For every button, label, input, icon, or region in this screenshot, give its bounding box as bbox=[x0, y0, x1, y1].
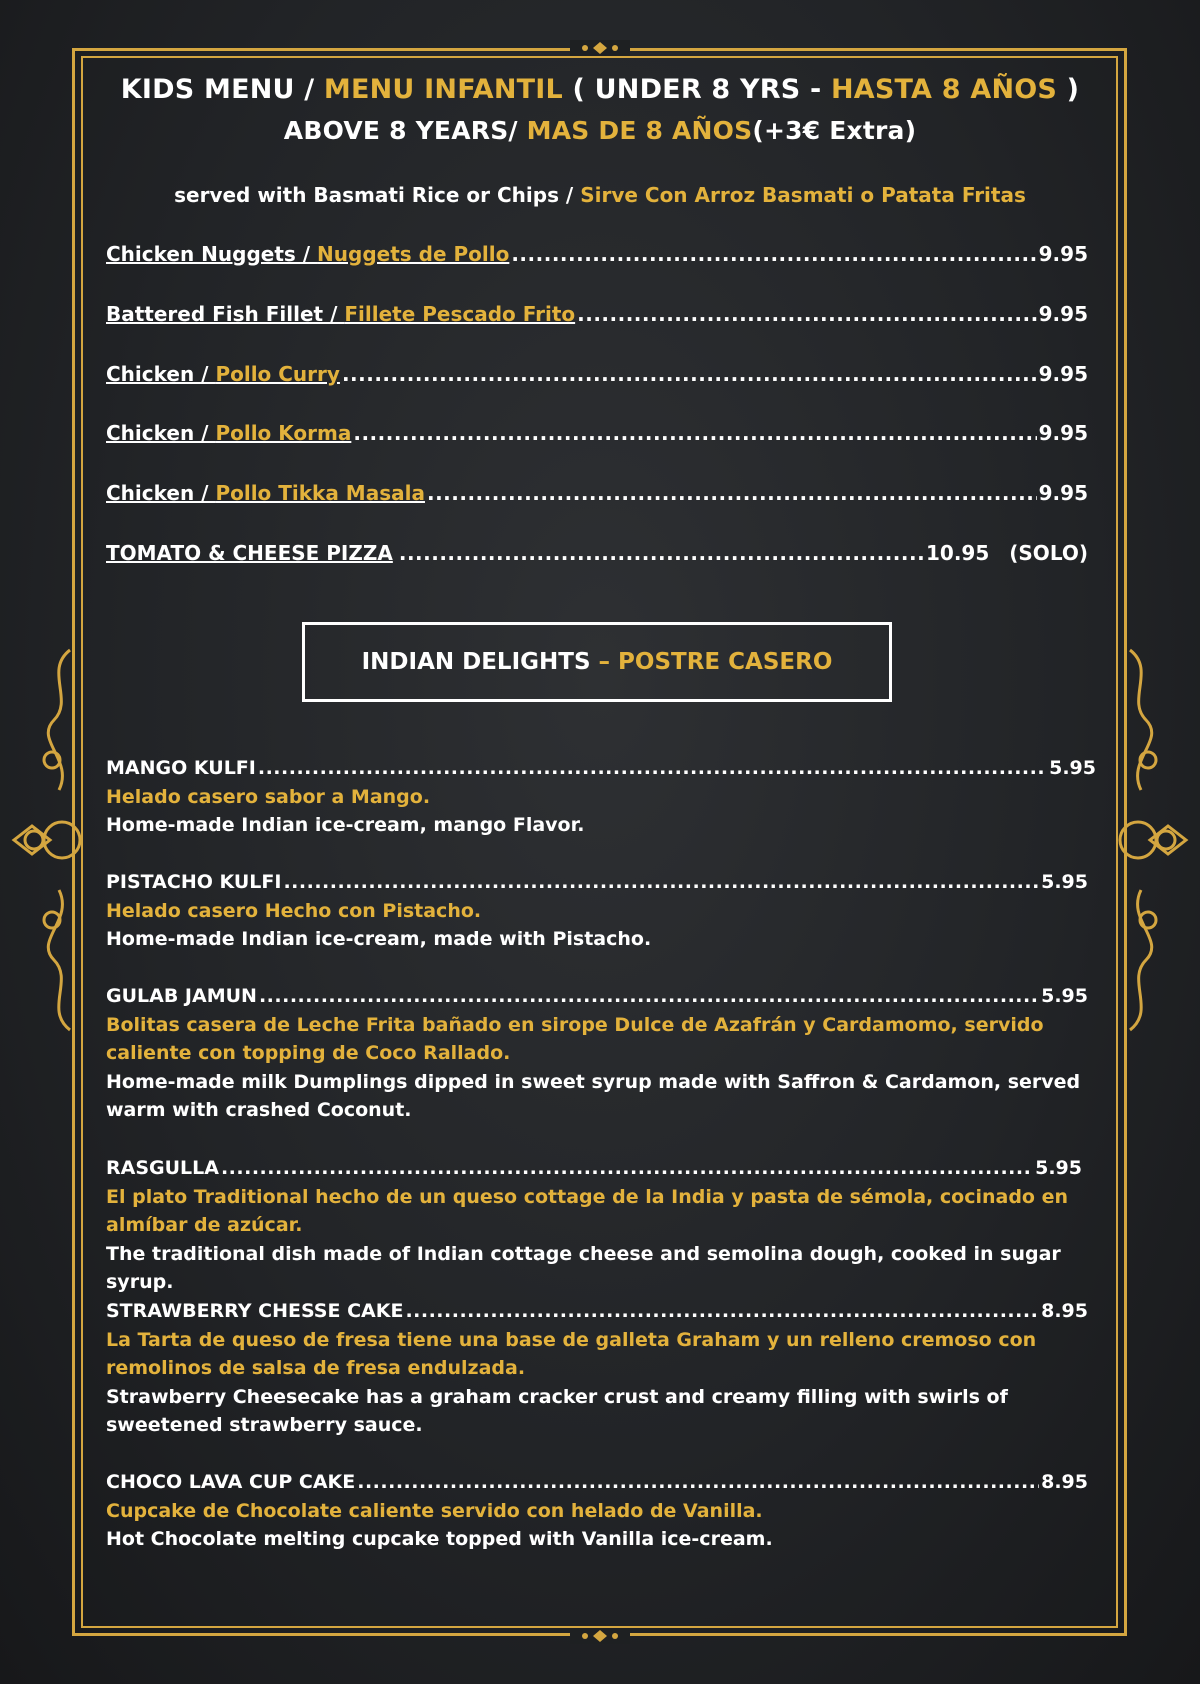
dessert-name: CHOCO LAVA CUP CAKE bbox=[106, 1471, 356, 1493]
item-price: 10.95 bbox=[926, 541, 990, 565]
dessert-name: STRAWBERRY CHESSE CAKE bbox=[106, 1300, 404, 1322]
dot-leader bbox=[399, 541, 924, 565]
served-es: Sirve Con Arroz Basmati o Patata Fritas bbox=[580, 183, 1026, 207]
menu-item bbox=[106, 242, 1088, 266]
item-price: 9.95 bbox=[1038, 362, 1088, 386]
item-name: Chicken Nuggets / Nuggets de Pollo bbox=[106, 242, 510, 266]
dessert-item bbox=[106, 982, 1088, 1125]
bottom-ornament-icon bbox=[570, 1628, 630, 1644]
dot-leader bbox=[577, 302, 1037, 326]
dot-leader bbox=[283, 868, 1039, 897]
dot-leader bbox=[353, 421, 1036, 445]
title-age-es: HASTA 8 AÑOS bbox=[831, 74, 1058, 105]
dessert-price: 5.95 bbox=[1035, 1157, 1082, 1179]
dot-leader bbox=[259, 982, 1039, 1011]
dessert-desc-en: The traditional dish made of Indian cottage cheese and semolina dough, cooked in sugar syrup. bbox=[106, 1242, 1061, 1293]
menu-subtitle bbox=[100, 116, 1100, 145]
title-es: MENU INFANTIL bbox=[323, 74, 563, 105]
dessert-name: GULAB JAMUN bbox=[106, 985, 257, 1007]
item-price: 9.95 bbox=[1038, 302, 1088, 326]
dessert-item bbox=[106, 1154, 1082, 1297]
dessert-price: 5.95 bbox=[1041, 871, 1088, 893]
section-en: INDIAN DELIGHTS bbox=[361, 649, 591, 675]
dessert-item bbox=[106, 754, 1096, 840]
section-heading bbox=[302, 622, 892, 702]
menu-title bbox=[100, 74, 1100, 105]
title-close: ) bbox=[1057, 74, 1080, 105]
dot-leader bbox=[258, 754, 1047, 783]
section-es: – POSTRE CASERO bbox=[598, 649, 833, 675]
dot-leader bbox=[221, 1154, 1033, 1183]
dot-leader bbox=[357, 1468, 1039, 1497]
title-en: KIDS MENU / bbox=[120, 74, 324, 105]
dessert-desc-es: Helado casero Hecho con Pistacho. bbox=[106, 899, 482, 922]
menu-item bbox=[106, 302, 1088, 326]
dot-leader bbox=[511, 242, 1036, 266]
dessert-desc-es: Cupcake de Chocolate caliente servido con helado de Vanilla. bbox=[106, 1499, 763, 1522]
item-note: (SOLO) bbox=[1009, 541, 1088, 565]
dessert-desc-es: Bolitas casera de Leche Frita bañado en sirope Dulce de Azafrán y Cardamomo, servido caliente con topping de Coco Rallado. bbox=[106, 1013, 1044, 1064]
dessert-desc-en: Hot Chocolate melting cupcake topped with Vanilla ice-cream. bbox=[106, 1528, 773, 1550]
dessert-name: PISTACHO KULFI bbox=[106, 871, 282, 893]
dessert-desc-en: Home-made milk Dumplings dipped in sweet syrup made with Saffron & Cardamon, served warm with crashed Coconut. bbox=[106, 1070, 1081, 1121]
dot-leader bbox=[342, 362, 1037, 386]
dessert-price: 5.95 bbox=[1041, 985, 1088, 1007]
item-price: 9.95 bbox=[1038, 242, 1088, 266]
item-name: Battered Fish Fillet / Fillete Pescado Frito bbox=[106, 302, 576, 326]
dessert-desc-en: Home-made Indian ice-cream, mango Flavor. bbox=[106, 814, 585, 836]
dessert-price: 5.95 bbox=[1049, 757, 1096, 779]
right-scroll-ornament-icon bbox=[1116, 640, 1196, 1040]
dessert-item bbox=[106, 868, 1088, 954]
item-name: Chicken / Pollo Curry bbox=[106, 362, 340, 386]
menu-item bbox=[106, 362, 1088, 386]
item-price: 9.95 bbox=[1038, 481, 1088, 505]
menu-item bbox=[106, 421, 1088, 445]
title-age: ( UNDER 8 YRS - bbox=[562, 74, 831, 105]
served-en: served with Basmati Rice or Chips / bbox=[174, 183, 581, 207]
menu-item bbox=[106, 481, 1088, 505]
item-name: Chicken / Pollo Tikka Masala bbox=[106, 481, 425, 505]
dot-leader bbox=[427, 481, 1037, 505]
item-name: Chicken / Pollo Korma bbox=[106, 421, 352, 445]
dessert-name: MANGO KULFI bbox=[106, 757, 256, 779]
dessert-desc-es: La Tarta de queso de fresa tiene una base de galleta Graham y un relleno cremoso con remolinos de salsa de fresa endulzada. bbox=[106, 1328, 1037, 1379]
dessert-price: 8.95 bbox=[1041, 1300, 1088, 1322]
left-scroll-ornament-icon bbox=[4, 640, 84, 1040]
top-ornament-icon bbox=[570, 40, 630, 56]
dessert-desc-es: El plato Traditional hecho de un queso cottage de la India y pasta de sémola, cocinado en almíbar de azúcar. bbox=[106, 1185, 1069, 1236]
subtitle-es: MAS DE 8 AÑOS bbox=[526, 116, 753, 145]
item-name: TOMATO & CHEESE PIZZA bbox=[106, 541, 393, 565]
served-note bbox=[100, 183, 1100, 207]
dessert-desc-es: Helado casero sabor a Mango. bbox=[106, 785, 431, 808]
dessert-item bbox=[106, 1468, 1088, 1554]
dessert-desc-en: Strawberry Cheesecake has a graham cracker crust and creamy filling with swirls of sweetened strawberry sauce. bbox=[106, 1385, 1008, 1436]
dessert-desc-en: Home-made Indian ice-cream, made with Pistacho. bbox=[106, 928, 652, 950]
dessert-item bbox=[106, 1297, 1088, 1440]
dessert-name: RASGULLA bbox=[106, 1157, 219, 1179]
dessert-price: 8.95 bbox=[1041, 1471, 1088, 1493]
subtitle-en: ABOVE 8 YEARS/ bbox=[283, 116, 527, 145]
subtitle-extra: (+3€ Extra) bbox=[752, 116, 917, 145]
dot-leader bbox=[405, 1297, 1039, 1326]
menu-item bbox=[106, 541, 1088, 565]
item-price: 9.95 bbox=[1038, 421, 1088, 445]
